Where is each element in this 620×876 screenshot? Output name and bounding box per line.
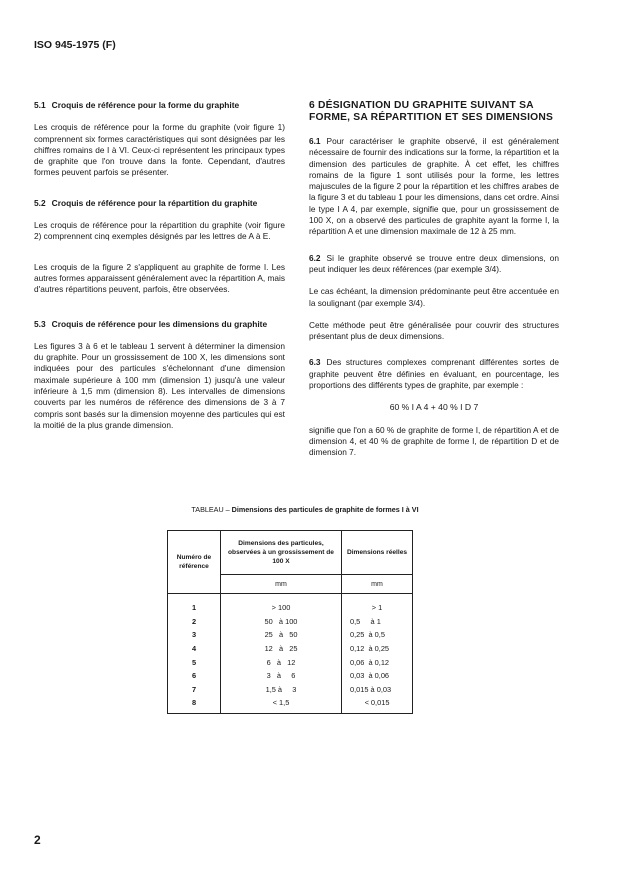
document-id: ISO 945-1975 (F): [34, 39, 116, 51]
observed-cell: 6 à 12: [221, 655, 342, 669]
formula: 60 % I A 4 + 40 % I D 7: [389, 402, 479, 413]
observed-cell: > 100: [221, 594, 342, 615]
section-5-1-text: Les croquis de référence pour la forme du graphite (voir figure 1) comprennent six formes caractéristiques qui sont désignées par les chiffres romains de I à VI. Ceux-ci représentent les principaux types de graphite que l'on trouve dans la fonte. Cependant, d'autres formes peuvent parfois se présenter.: [34, 122, 285, 178]
observed-cell: 50 à 100: [221, 615, 342, 629]
unit-real: mm: [342, 575, 413, 594]
real-cell: 0,03 à 0,06: [342, 669, 413, 683]
section-5-3-text: Les figures 3 à 6 et le tableau 1 servent à déterminer la dimension du graphite. Pour un grossissement de 100 X, les dimensions sont indiquées pour des particules s'échelonnant d'une dimension maximale supérieure à 100 mm (dimension 1) jusqu'à une valeur inférieure à 1,5 mm (dimension 8). Les intervalles de dimensions couverts par les numéros de référence des dimensions de 3 à 7 compris sont basés sur la dimension moyenne des particules qui est la moitié de la plus grande dimension.: [34, 340, 285, 430]
header-observed-dimensions: Dimensions des particules, observées à un grossissement de 100 X: [221, 531, 342, 575]
ref-cell: 4: [168, 642, 221, 656]
real-cell: 0,5 à 1: [342, 615, 413, 629]
section-5-3-heading: [34, 319, 285, 330]
section-6-3-explanation: signifie que l'on a 60 % de graphite de forme I, de répartition A et de dimension 4, et 40 % de graphite de forme I, de répartition D et de dimension 7.: [309, 424, 559, 458]
table-caption-prefix: TABLEAU –: [191, 505, 232, 514]
observed-cell: 1,5 à 3: [221, 683, 342, 697]
section-number: 5.1: [34, 100, 46, 110]
section-6-2-emphasis-text: Le cas échéant, la dimension prédominante peut être accentuée en la soulignant (par exemple 3/4).: [309, 286, 559, 308]
section-6-2-text: [309, 253, 559, 276]
table-caption: [160, 505, 450, 515]
section-number: 5.3: [34, 318, 46, 329]
section-6-1-text: [309, 136, 559, 238]
real-cell: 0,25 à 0,5: [342, 628, 413, 642]
ref-cell: 3: [168, 628, 221, 642]
real-cell: 0,12 à 0,25: [342, 642, 413, 656]
dimensions-table: [167, 530, 413, 714]
table-row: [168, 594, 413, 615]
section-number: 6.2: [309, 252, 321, 263]
table-row: [168, 642, 413, 656]
observed-cell: < 1,5: [221, 696, 342, 713]
paragraph-text: Des structures complexes comprenant différentes sortes de graphite peuvent être définies en évaluant, en pourcentage, les proportions des différents types de graphite, par exemple :: [309, 357, 559, 391]
table-caption-title: Dimensions des particules de graphite de formes I à VI: [231, 505, 419, 514]
table-header-row: [168, 531, 413, 575]
right-column: [309, 100, 559, 470]
ref-cell: 8: [168, 696, 221, 713]
table-row: [168, 669, 413, 683]
section-5-1-heading: [34, 100, 285, 111]
observed-cell: 12 à 25: [221, 642, 342, 656]
table-row: [168, 655, 413, 669]
paragraph-text: Si le graphite observé se trouve entre deux dimensions, on peut indiquer les deux références (par exemple 3/4).: [309, 252, 559, 274]
section-6-3-text: [309, 357, 559, 391]
section-5-2-heading: [34, 198, 285, 209]
paragraph-text: Pour caractériser le graphite observé, il est généralement nécessaire de fournir des indications sur la forme, la répartition et la dimension des particules de graphite. À cet effet, les chiffres romains de la figure 1 sont utilisés pour la forme, les lettres majuscules de la figure 2 pour la répartition et les chiffres arabes de la figure 3 et du tableau 1 pour les dimensions, dans cet ordre. Ainsi le type I A 4, par exemple, signifie que, pour un grossissement de 100 X, on a observé des particules de graphite ayant la forme I, la répartition A et une dimension maximale de 12 à 25 mm.: [309, 136, 559, 237]
section-6-2-generalize-text: Cette méthode peut être généralisée pour couvrir des structures présentant plus de deux dimensions.: [309, 319, 559, 342]
ref-cell: 2: [168, 615, 221, 629]
ref-cell: 5: [168, 655, 221, 669]
section-number: 5.2: [34, 197, 46, 208]
section-title: Croquis de référence pour la répartition du graphite: [51, 197, 258, 208]
unit-observed: mm: [221, 575, 342, 594]
table-row: [168, 683, 413, 697]
section-5-2-text-2: Les croquis de la figure 2 s'appliquent au graphite de forme I. Les autres formes apparaissent généralement avec la répartition A, mais d'autres répartitions peuvent, parfois, être observées.: [34, 261, 285, 295]
table-row: [168, 615, 413, 629]
observed-cell: 3 à 6: [221, 669, 342, 683]
real-cell: 0,06 à 0,12: [342, 655, 413, 669]
section-title: Croquis de référence pour les dimensions du graphite: [51, 318, 268, 329]
header-reference-number: Numéro de référence: [168, 531, 221, 594]
section-title: Croquis de référence pour la forme du graphite: [51, 100, 240, 110]
observed-cell: 25 à 50: [221, 628, 342, 642]
real-cell: 0,015 à 0,03: [342, 683, 413, 697]
section-number: 6.3: [309, 357, 321, 368]
page-number: 2: [34, 833, 41, 847]
ref-cell: 1: [168, 594, 221, 615]
section-6-heading: 6 DÉSIGNATION DU GRAPHITE SUIVANT SA FORME, SA RÉPARTITION ET SES DIMENSIONS: [309, 100, 554, 123]
section-number: 6.1: [309, 136, 321, 146]
table-row: [168, 696, 413, 713]
left-column: [34, 100, 285, 442]
real-cell: < 0,015: [342, 696, 413, 713]
table-row: [168, 628, 413, 642]
ref-cell: 7: [168, 683, 221, 697]
header-real-dimensions: Dimensions réelles: [342, 531, 413, 575]
ref-cell: 6: [168, 669, 221, 683]
real-cell: > 1: [342, 594, 413, 615]
section-5-2-text-1: Les croquis de référence pour la répartition du graphite (voir figure 2) comprennent cinq exemples désignés par les lettres de A à E.: [34, 220, 285, 242]
